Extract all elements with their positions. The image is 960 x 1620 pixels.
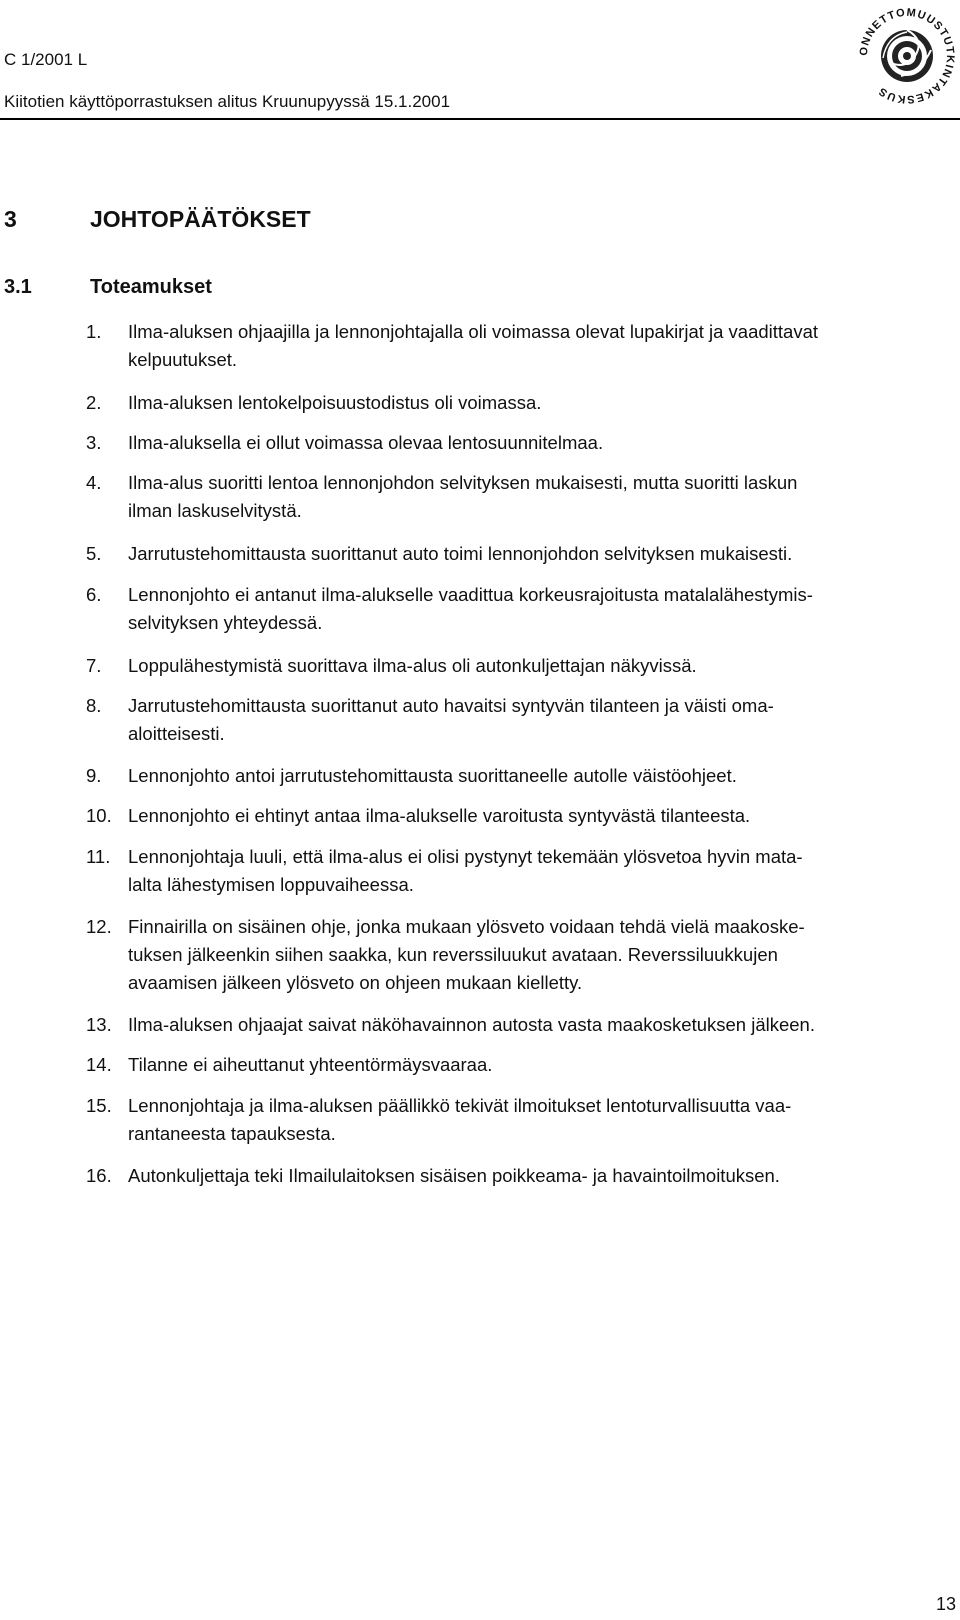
item-number: 4.: [86, 472, 102, 493]
page-number: 13: [936, 1594, 957, 1614]
item-line: ilman laskuselvitystä.: [128, 500, 302, 521]
item-number: 16.: [86, 1165, 112, 1186]
logo-text: ONNETTOMUUSTUTKINTAKESKUS: [857, 6, 957, 106]
item-number: 11.: [86, 846, 111, 867]
item-number: 7.: [86, 655, 102, 676]
item-line: Lennonjohto ei antanut ilma-alukselle vaadittua korkeusrajoitusta matalalähestymis-: [128, 584, 813, 605]
item-number: 12.: [86, 916, 112, 937]
item-number: 8.: [86, 695, 102, 716]
item-line: Ilma-alus suoritti lentoa lennonjohdon selvityksen mukaisesti, mutta suoritti laskun: [128, 472, 798, 493]
item-number: 9.: [86, 765, 102, 786]
list-item: [86, 1011, 958, 1039]
section-number: 3: [4, 206, 17, 232]
logo-spiral-icon: [881, 30, 933, 82]
list-item: [86, 843, 958, 899]
item-line: Ilma-aluksen ohjaajat saivat näköhavainnon autosta vasta maakosketuksen jälkeen.: [128, 1014, 815, 1035]
header-doc-code: C 1/2001 L: [4, 50, 88, 69]
item-line: Lennonjohto ei ehtinyt antaa ilma-alukselle varoitusta syntyvästä tilanteesta.: [128, 805, 751, 826]
item-number: 15.: [86, 1095, 112, 1116]
header-subtitle: Kiitotien käyttöporrastuksen alitus Kruunupyyssä 15.1.2001: [4, 92, 451, 111]
item-line: Autonkuljettaja teki Ilmailulaitoksen sisäisen poikkeama- ja havaintoilmoituksen.: [128, 1165, 780, 1186]
item-line: Ilma-aluksella ei ollut voimassa olevaa lentosuunnitelmaa.: [128, 432, 604, 453]
item-line: kelpuutukset.: [128, 349, 238, 370]
item-number: 14.: [86, 1054, 112, 1075]
list-item: [86, 469, 958, 525]
item-line: Jarrutustehomittausta suorittanut auto toimi lennonjohdon selvityksen mukaisesti.: [128, 543, 793, 564]
item-line: Loppulähestymistä suorittava ilma-alus oli autonkuljettajan näkyvissä.: [128, 655, 697, 676]
item-line: Ilma-aluksen lentokelpoisuustodistus oli voimassa.: [128, 392, 542, 413]
subsection-title: Toteamukset: [90, 276, 212, 298]
section-title: JOHTOPÄÄTÖKSET: [90, 206, 311, 232]
item-number: 2.: [86, 392, 102, 413]
list-item: [86, 1162, 958, 1190]
item-line: Ilma-aluksen ohjaajilla ja lennonjohtajalla oli voimassa olevat lupakirjat ja vaadittavat: [128, 321, 819, 342]
list-item: [86, 913, 958, 997]
list-item: [86, 692, 958, 748]
list-item: [86, 581, 958, 637]
item-line: avaamisen jälkeen ylösveto on ohjeen mukaan kielletty.: [128, 972, 583, 993]
item-line: Jarrutustehomittausta suorittanut auto havaitsi syntyvän tilanteen ja väisti oma-: [128, 695, 774, 716]
item-line: selvityksen yhteydessä.: [128, 612, 323, 633]
subsection-heading: [4, 274, 212, 300]
item-number: 5.: [86, 543, 102, 564]
subsection-number: 3.1: [4, 276, 32, 298]
item-line: tuksen jälkeenkin siihen saakka, kun reverssiluukut avataan. Reverssiluukkujen: [128, 944, 778, 965]
list-item: [86, 802, 958, 830]
item-line: Finnairilla on sisäinen ohje, jonka mukaan ylösveto voidaan tehdä vielä maakoske-: [128, 916, 805, 937]
item-line: Lennonjohto antoi jarrutustehomittausta suorittaneelle autolle väistöohjeet.: [128, 765, 737, 786]
section-heading: [4, 205, 311, 233]
item-line: Lennonjohtaja luuli, että ilma-alus ei olisi pystynyt tekemään ylösvetoa hyvin mata-: [128, 846, 803, 867]
item-number: 6.: [86, 584, 102, 605]
list-item: [86, 389, 958, 417]
list-item: [86, 762, 958, 790]
item-number: 1.: [86, 321, 102, 342]
list-item: [86, 1092, 958, 1148]
item-line: lalta lähestymisen loppuvaiheessa.: [128, 874, 414, 895]
item-line: rantaneesta tapauksesta.: [128, 1123, 336, 1144]
onnettomuustutkintakeskus-logo: [845, 0, 960, 112]
list-item: [86, 429, 958, 457]
item-line: aloitteisesti.: [128, 723, 225, 744]
item-number: 13.: [86, 1014, 112, 1035]
header-rule: [0, 118, 960, 120]
list-item: [86, 652, 958, 680]
item-line: Lennonjohtaja ja ilma-aluksen päällikkö tekivät ilmoitukset lentoturvallisuutta vaa-: [128, 1095, 792, 1116]
item-number: 10.: [86, 805, 112, 826]
list-item: [86, 540, 958, 568]
list-item: [86, 318, 958, 374]
item-line: Tilanne ei aiheuttanut yhteentörmäysvaaraa.: [128, 1054, 493, 1075]
list-item: [86, 1051, 958, 1079]
item-number: 3.: [86, 432, 102, 453]
